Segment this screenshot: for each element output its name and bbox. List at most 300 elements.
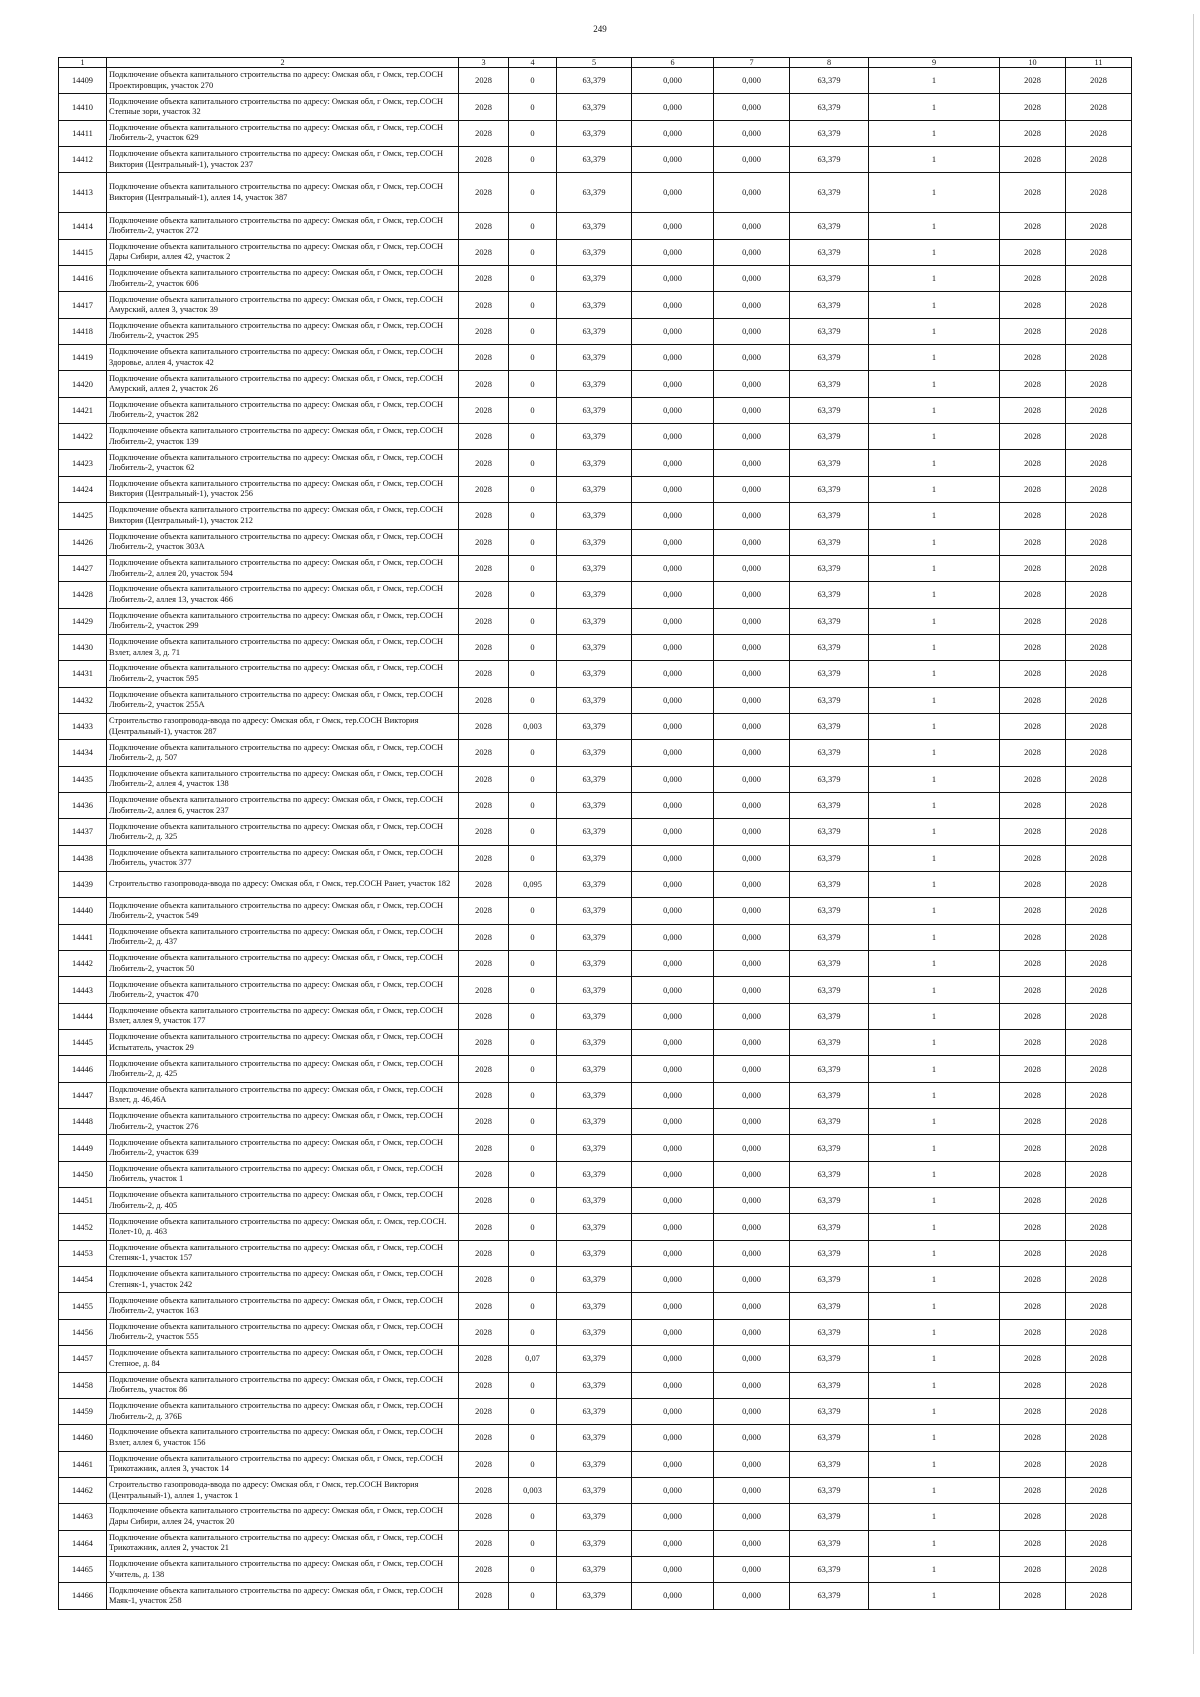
cost-col-6-cell: 0,000 [632, 713, 714, 739]
cost-col-7-cell: 0,000 [714, 345, 790, 371]
count-value-cell: 1 [869, 1003, 1000, 1029]
year-cell: 2028 [459, 424, 509, 450]
row-number-cell: 14445 [59, 1030, 107, 1056]
start-year-cell: 2028 [1000, 1346, 1066, 1372]
year-cell: 2028 [459, 555, 509, 581]
cost-total-cell: 63,379 [557, 1109, 632, 1135]
cost-col-6-cell: 0,000 [632, 792, 714, 818]
start-year-cell: 2028 [1000, 68, 1066, 94]
start-year-cell: 2028 [1000, 1530, 1066, 1556]
cost-col-8-cell: 63,379 [790, 1161, 869, 1187]
object-description-cell: Подключение объекта капитального строительства по адресу: Омская обл, г Омск, тер.СОСН Любитель-2, участок 606 [107, 266, 459, 292]
cost-col-7-cell: 0,000 [714, 1109, 790, 1135]
cost-col-8-cell: 63,379 [790, 1240, 869, 1266]
year-cell: 2028 [459, 1030, 509, 1056]
row-number-cell: 14453 [59, 1240, 107, 1266]
object-description-cell: Подключение объекта капитального строительства по адресу: Омская обл, г Омск, тер.СОСН Степные зори, участок 32 [107, 94, 459, 120]
row-number-cell: 14462 [59, 1477, 107, 1503]
count-value-cell: 1 [869, 1346, 1000, 1372]
year-cell: 2028 [459, 608, 509, 634]
cost-col-6-cell: 0,000 [632, 1188, 714, 1214]
row-number-cell: 14440 [59, 898, 107, 924]
length-value-cell: 0 [509, 503, 557, 529]
cost-col-8-cell: 63,379 [790, 1003, 869, 1029]
count-value-cell: 1 [869, 1583, 1000, 1609]
cost-col-6-cell: 0,000 [632, 819, 714, 845]
cost-total-cell: 63,379 [557, 239, 632, 265]
cost-col-7-cell: 0,000 [714, 951, 790, 977]
year-cell: 2028 [459, 1398, 509, 1424]
count-value-cell: 1 [869, 1135, 1000, 1161]
length-value-cell: 0 [509, 94, 557, 120]
start-year-cell: 2028 [1000, 1504, 1066, 1530]
table-row [59, 120, 1132, 146]
row-number-cell: 14461 [59, 1451, 107, 1477]
count-value-cell: 1 [869, 713, 1000, 739]
cost-total-cell: 63,379 [557, 147, 632, 173]
year-cell: 2028 [459, 792, 509, 818]
count-value-cell: 1 [869, 1161, 1000, 1187]
count-value-cell: 1 [869, 977, 1000, 1003]
cost-col-6-cell: 0,000 [632, 1477, 714, 1503]
start-year-cell: 2028 [1000, 1451, 1066, 1477]
length-value-cell: 0 [509, 371, 557, 397]
year-cell: 2028 [459, 1372, 509, 1398]
start-year-cell: 2028 [1000, 1240, 1066, 1266]
length-value-cell: 0 [509, 1372, 557, 1398]
cost-total-cell: 63,379 [557, 529, 632, 555]
object-description-cell: Подключение объекта капитального строительства по адресу: Омская обл, г Омск, тер.СОСН Любитель-2, участок 62 [107, 450, 459, 476]
table-row [59, 1346, 1132, 1372]
cost-col-7-cell: 0,000 [714, 1346, 790, 1372]
year-cell: 2028 [459, 397, 509, 423]
cost-col-6-cell: 0,000 [632, 1240, 714, 1266]
count-value-cell: 1 [869, 1188, 1000, 1214]
column-header-3: 3 [459, 58, 509, 68]
row-number-cell: 14466 [59, 1583, 107, 1609]
cost-total-cell: 63,379 [557, 845, 632, 871]
cost-col-8-cell: 63,379 [790, 173, 869, 213]
page-edge-line [1193, 14, 1194, 1654]
row-number-cell: 14427 [59, 555, 107, 581]
row-number-cell: 14422 [59, 424, 107, 450]
year-cell: 2028 [459, 1082, 509, 1108]
cost-total-cell: 63,379 [557, 582, 632, 608]
cost-total-cell: 63,379 [557, 450, 632, 476]
cost-col-8-cell: 63,379 [790, 424, 869, 450]
cost-col-7-cell: 0,000 [714, 1451, 790, 1477]
cost-col-6-cell: 0,000 [632, 173, 714, 213]
cost-total-cell: 63,379 [557, 94, 632, 120]
year-cell: 2028 [459, 582, 509, 608]
table-row [59, 1240, 1132, 1266]
object-description-cell: Подключение объекта капитального строительства по адресу: Омская обл, г Омск, тер.СОСН Любитель-2, участок 555 [107, 1319, 459, 1345]
end-year-cell: 2028 [1066, 740, 1132, 766]
cost-total-cell: 63,379 [557, 1398, 632, 1424]
end-year-cell: 2028 [1066, 1583, 1132, 1609]
length-value-cell: 0 [509, 1240, 557, 1266]
end-year-cell: 2028 [1066, 634, 1132, 660]
year-cell: 2028 [459, 898, 509, 924]
year-cell: 2028 [459, 1319, 509, 1345]
length-value-cell: 0 [509, 1293, 557, 1319]
cost-col-7-cell: 0,000 [714, 1267, 790, 1293]
length-value-cell: 0 [509, 608, 557, 634]
end-year-cell: 2028 [1066, 1003, 1132, 1029]
length-value-cell: 0 [509, 977, 557, 1003]
cost-col-8-cell: 63,379 [790, 318, 869, 344]
count-value-cell: 1 [869, 173, 1000, 213]
end-year-cell: 2028 [1066, 371, 1132, 397]
table-row [59, 94, 1132, 120]
length-value-cell: 0 [509, 266, 557, 292]
cost-total-cell: 63,379 [557, 1530, 632, 1556]
cost-total-cell: 63,379 [557, 68, 632, 94]
count-value-cell: 1 [869, 213, 1000, 239]
year-cell: 2028 [459, 1425, 509, 1451]
cost-col-7-cell: 0,000 [714, 713, 790, 739]
object-description-cell: Подключение объекта капитального строительства по адресу: Омская обл, г Омск, тер.СОСН Взлет, аллея 9, участок 177 [107, 1003, 459, 1029]
object-description-cell: Строительство газопровода-ввода по адресу: Омская обл, г Омск, тер.СОСН Виктория (Центральный-1), аллея 1, участок 1 [107, 1477, 459, 1503]
cost-total-cell: 63,379 [557, 951, 632, 977]
count-value-cell: 1 [869, 266, 1000, 292]
start-year-cell: 2028 [1000, 397, 1066, 423]
column-header-6: 6 [632, 58, 714, 68]
table-row [59, 503, 1132, 529]
cost-total-cell: 63,379 [557, 1477, 632, 1503]
cost-col-7-cell: 0,000 [714, 1293, 790, 1319]
row-number-cell: 14447 [59, 1082, 107, 1108]
year-cell: 2028 [459, 476, 509, 502]
start-year-cell: 2028 [1000, 1583, 1066, 1609]
column-header-10: 10 [1000, 58, 1066, 68]
table-row [59, 292, 1132, 318]
cost-col-8-cell: 63,379 [790, 608, 869, 634]
count-value-cell: 1 [869, 1267, 1000, 1293]
object-description-cell: Подключение объекта капитального строительства по адресу: Омская обл, г Омск, тер.СОСН Любитель, участок 86 [107, 1372, 459, 1398]
table-row [59, 1372, 1132, 1398]
row-number-cell: 14443 [59, 977, 107, 1003]
end-year-cell: 2028 [1066, 766, 1132, 792]
length-value-cell: 0 [509, 397, 557, 423]
end-year-cell: 2028 [1066, 687, 1132, 713]
start-year-cell: 2028 [1000, 1398, 1066, 1424]
cost-total-cell: 63,379 [557, 1135, 632, 1161]
table-row [59, 1583, 1132, 1609]
length-value-cell: 0 [509, 1003, 557, 1029]
count-value-cell: 1 [869, 951, 1000, 977]
length-value-cell: 0 [509, 476, 557, 502]
cost-col-7-cell: 0,000 [714, 792, 790, 818]
year-cell: 2028 [459, 266, 509, 292]
table-row [59, 1556, 1132, 1582]
row-number-cell: 14410 [59, 94, 107, 120]
object-description-cell: Подключение объекта капитального строительства по адресу: Омская обл, г Омск, тер.СОСН Любитель-2, участок 629 [107, 120, 459, 146]
cost-total-cell: 63,379 [557, 555, 632, 581]
length-value-cell: 0 [509, 292, 557, 318]
length-value-cell: 0 [509, 951, 557, 977]
row-number-cell: 14428 [59, 582, 107, 608]
cost-col-7-cell: 0,000 [714, 1056, 790, 1082]
row-number-cell: 14416 [59, 266, 107, 292]
year-cell: 2028 [459, 213, 509, 239]
object-description-cell: Подключение объекта капитального строительства по адресу: Омская обл, г Омск, тер.СОСН Любитель-2, аллея 6, участок 237 [107, 792, 459, 818]
row-number-cell: 14426 [59, 529, 107, 555]
count-value-cell: 1 [869, 1293, 1000, 1319]
cost-col-6-cell: 0,000 [632, 292, 714, 318]
row-number-cell: 14450 [59, 1161, 107, 1187]
year-cell: 2028 [459, 661, 509, 687]
table-row [59, 819, 1132, 845]
cost-col-7-cell: 0,000 [714, 1372, 790, 1398]
length-value-cell: 0 [509, 1135, 557, 1161]
object-description-cell: Подключение объекта капитального строительства по адресу: Омская обл, г Омск, тер.СОСН Любитель-2, участок 303А [107, 529, 459, 555]
object-description-cell: Подключение объекта капитального строительства по адресу: Омская обл, г Омск, тер.СОСН Любитель-2, участок 299 [107, 608, 459, 634]
table-row [59, 266, 1132, 292]
length-value-cell: 0 [509, 345, 557, 371]
object-description-cell: Подключение объекта капитального строительства по адресу: Омская обл, г Омск, тер.СОСН Степняк-1, участок 157 [107, 1240, 459, 1266]
end-year-cell: 2028 [1066, 661, 1132, 687]
row-number-cell: 14437 [59, 819, 107, 845]
cost-col-8-cell: 63,379 [790, 503, 869, 529]
table-row [59, 476, 1132, 502]
row-number-cell: 14446 [59, 1056, 107, 1082]
count-value-cell: 1 [869, 898, 1000, 924]
table-row [59, 1267, 1132, 1293]
object-description-cell: Подключение объекта капитального строительства по адресу: Омская обл, г Омск, тер.СОСН Проектировщик, участок 270 [107, 68, 459, 94]
cost-col-6-cell: 0,000 [632, 1003, 714, 1029]
end-year-cell: 2028 [1066, 555, 1132, 581]
cost-total-cell: 63,379 [557, 397, 632, 423]
cost-col-7-cell: 0,000 [714, 898, 790, 924]
length-value-cell: 0,095 [509, 871, 557, 897]
row-number-cell: 14444 [59, 1003, 107, 1029]
cost-total-cell: 63,379 [557, 371, 632, 397]
end-year-cell: 2028 [1066, 1319, 1132, 1345]
start-year-cell: 2028 [1000, 1161, 1066, 1187]
cost-col-7-cell: 0,000 [714, 819, 790, 845]
object-description-cell: Подключение объекта капитального строительства по адресу: Омская обл, г Омск, тер.СОСН Взлет, д. 46,46А [107, 1082, 459, 1108]
cost-col-7-cell: 0,000 [714, 740, 790, 766]
length-value-cell: 0 [509, 661, 557, 687]
cost-col-7-cell: 0,000 [714, 608, 790, 634]
end-year-cell: 2028 [1066, 924, 1132, 950]
end-year-cell: 2028 [1066, 871, 1132, 897]
year-cell: 2028 [459, 1188, 509, 1214]
row-number-cell: 14438 [59, 845, 107, 871]
cost-total-cell: 63,379 [557, 345, 632, 371]
cost-total-cell: 63,379 [557, 503, 632, 529]
cost-col-8-cell: 63,379 [790, 1346, 869, 1372]
column-header-7: 7 [714, 58, 790, 68]
start-year-cell: 2028 [1000, 266, 1066, 292]
cost-total-cell: 63,379 [557, 1161, 632, 1187]
cost-col-7-cell: 0,000 [714, 266, 790, 292]
table-row [59, 1477, 1132, 1503]
table-row [59, 213, 1132, 239]
object-description-cell: Подключение объекта капитального строительства по адресу: Омская обл, г Омск, тер.СОСН Любитель-2, участок 139 [107, 424, 459, 450]
year-cell: 2028 [459, 173, 509, 213]
cost-col-6-cell: 0,000 [632, 845, 714, 871]
start-year-cell: 2028 [1000, 792, 1066, 818]
cost-col-6-cell: 0,000 [632, 1056, 714, 1082]
count-value-cell: 1 [869, 476, 1000, 502]
object-description-cell: Подключение объекта капитального строительства по адресу: Омская обл, г Омск, тер.СОСН Любитель-2, д. 425 [107, 1056, 459, 1082]
table-row [59, 1530, 1132, 1556]
cost-col-6-cell: 0,000 [632, 924, 714, 950]
cost-col-6-cell: 0,000 [632, 1425, 714, 1451]
year-cell: 2028 [459, 1583, 509, 1609]
table-row [59, 634, 1132, 660]
object-description-cell: Подключение объекта капитального строительства по адресу: Омская обл, г Омск, тер.СОСН Степное, д. 84 [107, 1346, 459, 1372]
cost-total-cell: 63,379 [557, 1082, 632, 1108]
length-value-cell: 0,003 [509, 713, 557, 739]
count-value-cell: 1 [869, 819, 1000, 845]
table-row [59, 239, 1132, 265]
object-description-cell: Подключение объекта капитального строительства по адресу: Омская обл, г Омск, тер.СОСН Виктория (Центральный-1), участок 237 [107, 147, 459, 173]
length-value-cell: 0 [509, 740, 557, 766]
end-year-cell: 2028 [1066, 266, 1132, 292]
length-value-cell: 0 [509, 1583, 557, 1609]
row-number-cell: 14409 [59, 68, 107, 94]
cost-col-6-cell: 0,000 [632, 608, 714, 634]
count-value-cell: 1 [869, 292, 1000, 318]
object-description-cell: Подключение объекта капитального строительства по адресу: Омская обл, г Омск, тер.СОСН Виктория (Центральный-1), участок 256 [107, 476, 459, 502]
length-value-cell: 0 [509, 1451, 557, 1477]
end-year-cell: 2028 [1066, 68, 1132, 94]
table-row [59, 1451, 1132, 1477]
cost-total-cell: 63,379 [557, 476, 632, 502]
row-number-cell: 14415 [59, 239, 107, 265]
cost-total-cell: 63,379 [557, 661, 632, 687]
table-row [59, 1161, 1132, 1187]
start-year-cell: 2028 [1000, 608, 1066, 634]
cost-col-8-cell: 63,379 [790, 819, 869, 845]
length-value-cell: 0 [509, 898, 557, 924]
end-year-cell: 2028 [1066, 951, 1132, 977]
cost-col-6-cell: 0,000 [632, 1346, 714, 1372]
cost-total-cell: 63,379 [557, 1267, 632, 1293]
end-year-cell: 2028 [1066, 1082, 1132, 1108]
row-number-cell: 14424 [59, 476, 107, 502]
start-year-cell: 2028 [1000, 1214, 1066, 1240]
cost-col-8-cell: 63,379 [790, 1451, 869, 1477]
start-year-cell: 2028 [1000, 819, 1066, 845]
object-description-cell: Подключение объекта капитального строительства по адресу: Омская обл, г Омск, тер.СОСН Трикотажник, аллея 2, участок 21 [107, 1530, 459, 1556]
end-year-cell: 2028 [1066, 977, 1132, 1003]
count-value-cell: 1 [869, 345, 1000, 371]
cost-col-6-cell: 0,000 [632, 1214, 714, 1240]
end-year-cell: 2028 [1066, 1530, 1132, 1556]
cost-col-8-cell: 63,379 [790, 147, 869, 173]
object-description-cell: Подключение объекта капитального строительства по адресу: Омская обл, г Омск, тер.СОСН Любитель-2, аллея 4, участок 138 [107, 766, 459, 792]
cost-col-8-cell: 63,379 [790, 687, 869, 713]
cost-col-7-cell: 0,000 [714, 1082, 790, 1108]
cost-col-6-cell: 0,000 [632, 740, 714, 766]
row-number-cell: 14423 [59, 450, 107, 476]
year-cell: 2028 [459, 1109, 509, 1135]
cost-col-6-cell: 0,000 [632, 555, 714, 581]
object-description-cell: Подключение объекта капитального строительства по адресу: Омская обл, г Омск, тер.СОСН Маяк-1, участок 258 [107, 1583, 459, 1609]
table-row [59, 898, 1132, 924]
cost-col-8-cell: 63,379 [790, 634, 869, 660]
cost-col-7-cell: 0,000 [714, 1319, 790, 1345]
end-year-cell: 2028 [1066, 713, 1132, 739]
object-description-cell: Подключение объекта капитального строительства по адресу: Омская обл, г. Омск, тер.СОСН. Полет-10, д. 463 [107, 1214, 459, 1240]
end-year-cell: 2028 [1066, 898, 1132, 924]
count-value-cell: 1 [869, 740, 1000, 766]
cost-total-cell: 63,379 [557, 1030, 632, 1056]
start-year-cell: 2028 [1000, 871, 1066, 897]
count-value-cell: 1 [869, 871, 1000, 897]
cost-col-8-cell: 63,379 [790, 1109, 869, 1135]
cost-col-8-cell: 63,379 [790, 792, 869, 818]
cost-col-6-cell: 0,000 [632, 345, 714, 371]
year-cell: 2028 [459, 345, 509, 371]
end-year-cell: 2028 [1066, 1135, 1132, 1161]
cost-total-cell: 63,379 [557, 1319, 632, 1345]
cost-col-7-cell: 0,000 [714, 68, 790, 94]
table-body [59, 68, 1132, 1610]
object-description-cell: Подключение объекта капитального строительства по адресу: Омская обл, г Омск, тер.СОСН Любитель-2, д. 437 [107, 924, 459, 950]
cost-col-6-cell: 0,000 [632, 239, 714, 265]
year-cell: 2028 [459, 318, 509, 344]
row-number-cell: 14418 [59, 318, 107, 344]
end-year-cell: 2028 [1066, 1293, 1132, 1319]
cost-col-7-cell: 0,000 [714, 687, 790, 713]
count-value-cell: 1 [869, 845, 1000, 871]
cost-col-6-cell: 0,000 [632, 120, 714, 146]
row-number-cell: 14465 [59, 1556, 107, 1582]
cost-col-6-cell: 0,000 [632, 371, 714, 397]
start-year-cell: 2028 [1000, 529, 1066, 555]
cost-col-8-cell: 63,379 [790, 898, 869, 924]
cost-col-8-cell: 63,379 [790, 582, 869, 608]
length-value-cell: 0 [509, 792, 557, 818]
count-value-cell: 1 [869, 120, 1000, 146]
start-year-cell: 2028 [1000, 555, 1066, 581]
count-value-cell: 1 [869, 68, 1000, 94]
cost-col-6-cell: 0,000 [632, 1451, 714, 1477]
row-number-cell: 14448 [59, 1109, 107, 1135]
table-row [59, 1504, 1132, 1530]
cost-col-6-cell: 0,000 [632, 397, 714, 423]
cost-col-7-cell: 0,000 [714, 239, 790, 265]
cost-total-cell: 63,379 [557, 1425, 632, 1451]
end-year-cell: 2028 [1066, 292, 1132, 318]
end-year-cell: 2028 [1066, 450, 1132, 476]
cost-col-7-cell: 0,000 [714, 292, 790, 318]
cost-col-7-cell: 0,000 [714, 634, 790, 660]
cost-total-cell: 63,379 [557, 1583, 632, 1609]
end-year-cell: 2028 [1066, 1214, 1132, 1240]
cost-col-6-cell: 0,000 [632, 1109, 714, 1135]
cost-total-cell: 63,379 [557, 1214, 632, 1240]
cost-col-8-cell: 63,379 [790, 1556, 869, 1582]
start-year-cell: 2028 [1000, 318, 1066, 344]
cost-col-8-cell: 63,379 [790, 871, 869, 897]
object-description-cell: Подключение объекта капитального строительства по адресу: Омская обл, г Омск, тер.СОСН Амурский, аллея 3, участок 39 [107, 292, 459, 318]
table-row [59, 1398, 1132, 1424]
count-value-cell: 1 [869, 1030, 1000, 1056]
row-number-cell: 14449 [59, 1135, 107, 1161]
count-value-cell: 1 [869, 239, 1000, 265]
count-value-cell: 1 [869, 371, 1000, 397]
table-row [59, 1056, 1132, 1082]
object-description-cell: Строительство газопровода-ввода по адресу: Омская обл, г Омск, тер.СОСН Ранет, участок 182 [107, 871, 459, 897]
object-description-cell: Подключение объекта капитального строительства по адресу: Омская обл, г Омск, тер.СОСН Дары Сибири, аллея 24, участок 20 [107, 1504, 459, 1530]
start-year-cell: 2028 [1000, 120, 1066, 146]
